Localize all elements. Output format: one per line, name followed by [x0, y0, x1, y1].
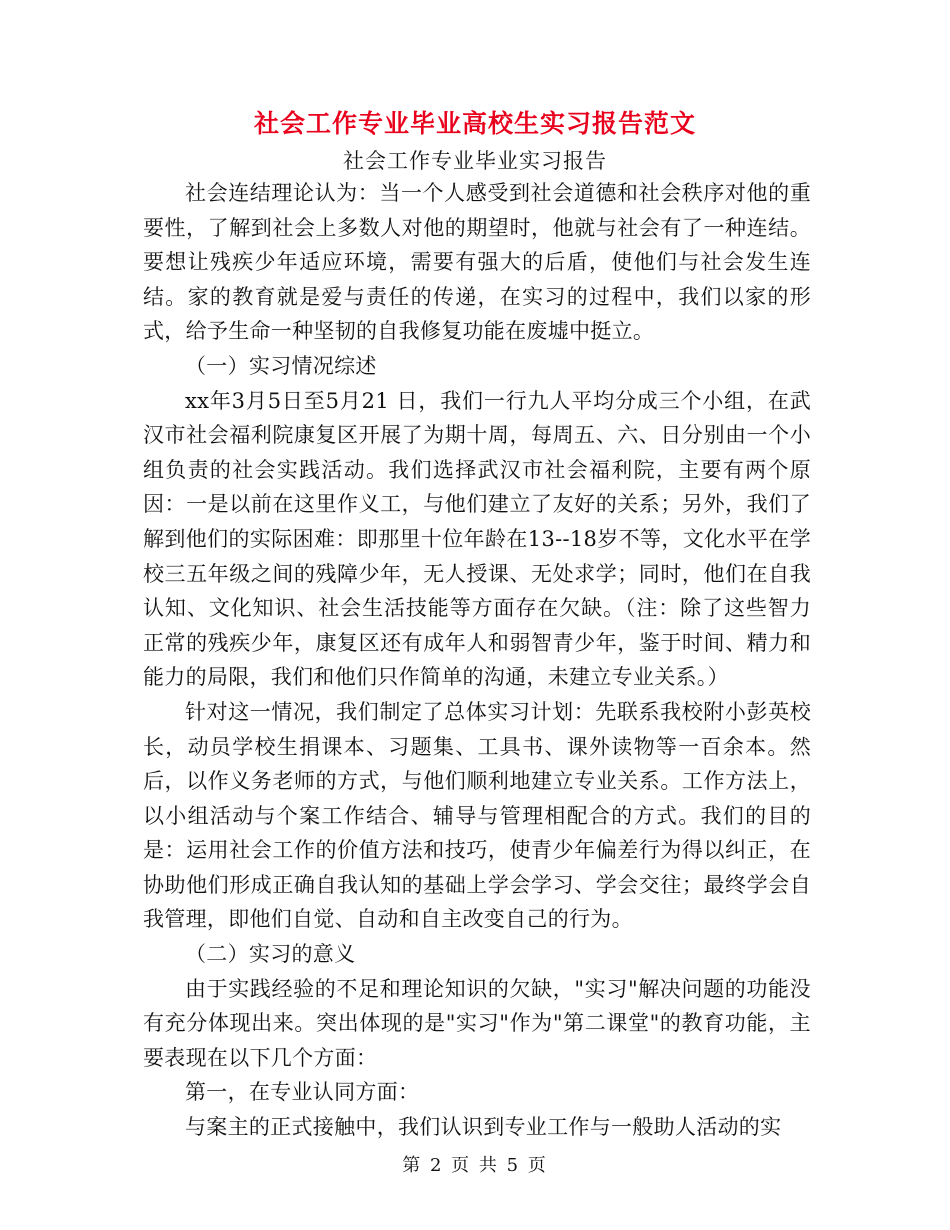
- document-title: 社会工作专业毕业高校生实习报告范文: [253, 109, 696, 138]
- paragraph-intro: 社会连结理论认为：当一个人感受到社会道德和社会秩序对他的重要性，了解到社会上多数人对他的期望时，他就与社会有了一种连结。要想让残疾少年适应环境，需要有强大的后盾，使他们与社会发生连结。家的教育就是爱与责任的传递，在实习的过程中，我们以家的形式，给予生命一种坚韧的自我修复功能在废墟中挺立。: [143, 181, 811, 344]
- page-number-footer: 第 2 页 共 5 页: [402, 1155, 548, 1176]
- paragraph-point-one: 第一，在专业认同方面：: [185, 1080, 420, 1105]
- paragraph-continued: 与案主的正式接触中，我们认识到专业工作与一般助人活动的实: [185, 1115, 782, 1140]
- paragraph-overview: xx年3月5日至5月21 日，我们一行九人平均分成三个小组，在武汉市社会福利院康复区开展了为期十周，每周五、六、日分别由一个小组负责的社会实践活动。我们选择武汉市社会福利院，主要有两个原因：一是以前在这里作义工，与他们建立了友好的关系；另外，我们了解到他们的实际困难：即那里十位年龄在13--18岁不等，文化水平在学校三五年级之间的残障少年，无人授课、无处求学；同时，他们在自我认知、文化知识、社会生活技能等方面存在欠缺。（注：除了这些智力正常的残疾少年，康复区还有成年人和弱智青少年，鉴于时间、精力和能力的局限，我们和他们只作简单的沟通，未建立专业关系。）: [143, 388, 811, 690]
- document-subtitle: 社会工作专业毕业实习报告: [343, 149, 607, 173]
- section-heading-2: （二）实习的意义: [185, 942, 356, 967]
- paragraph-significance: 由于实践经验的不足和理论知识的欠缺，"实习"解决问题的功能没有充分体现出来。突出体现的是"实习"作为"第二课堂"的教育功能，主要表现在以下几个方面：: [143, 976, 811, 1070]
- section-heading-1: （一）实习情况综述: [185, 353, 377, 378]
- document-body: [143, 176, 811, 1145]
- paragraph-plan: 针对这一情况，我们制定了总体实习计划：先联系我校附小彭英校长，动员学校生捐课本、习题集、工具书、课外读物等一百余本。然后，以作义务老师的方式，与他们顺利地建立专业关系。工作方法上，以小组活动与个案工作结合、辅导与管理相配合的方式。我们的目的是：运用社会工作的价值方法和技巧，使青少年偏差行为得以纠正，在协助他们形成正确自我认知的基础上学会学习、学会交往；最终学会自我管理，即他们自觉、自动和自主改变自己的行为。: [143, 699, 811, 932]
